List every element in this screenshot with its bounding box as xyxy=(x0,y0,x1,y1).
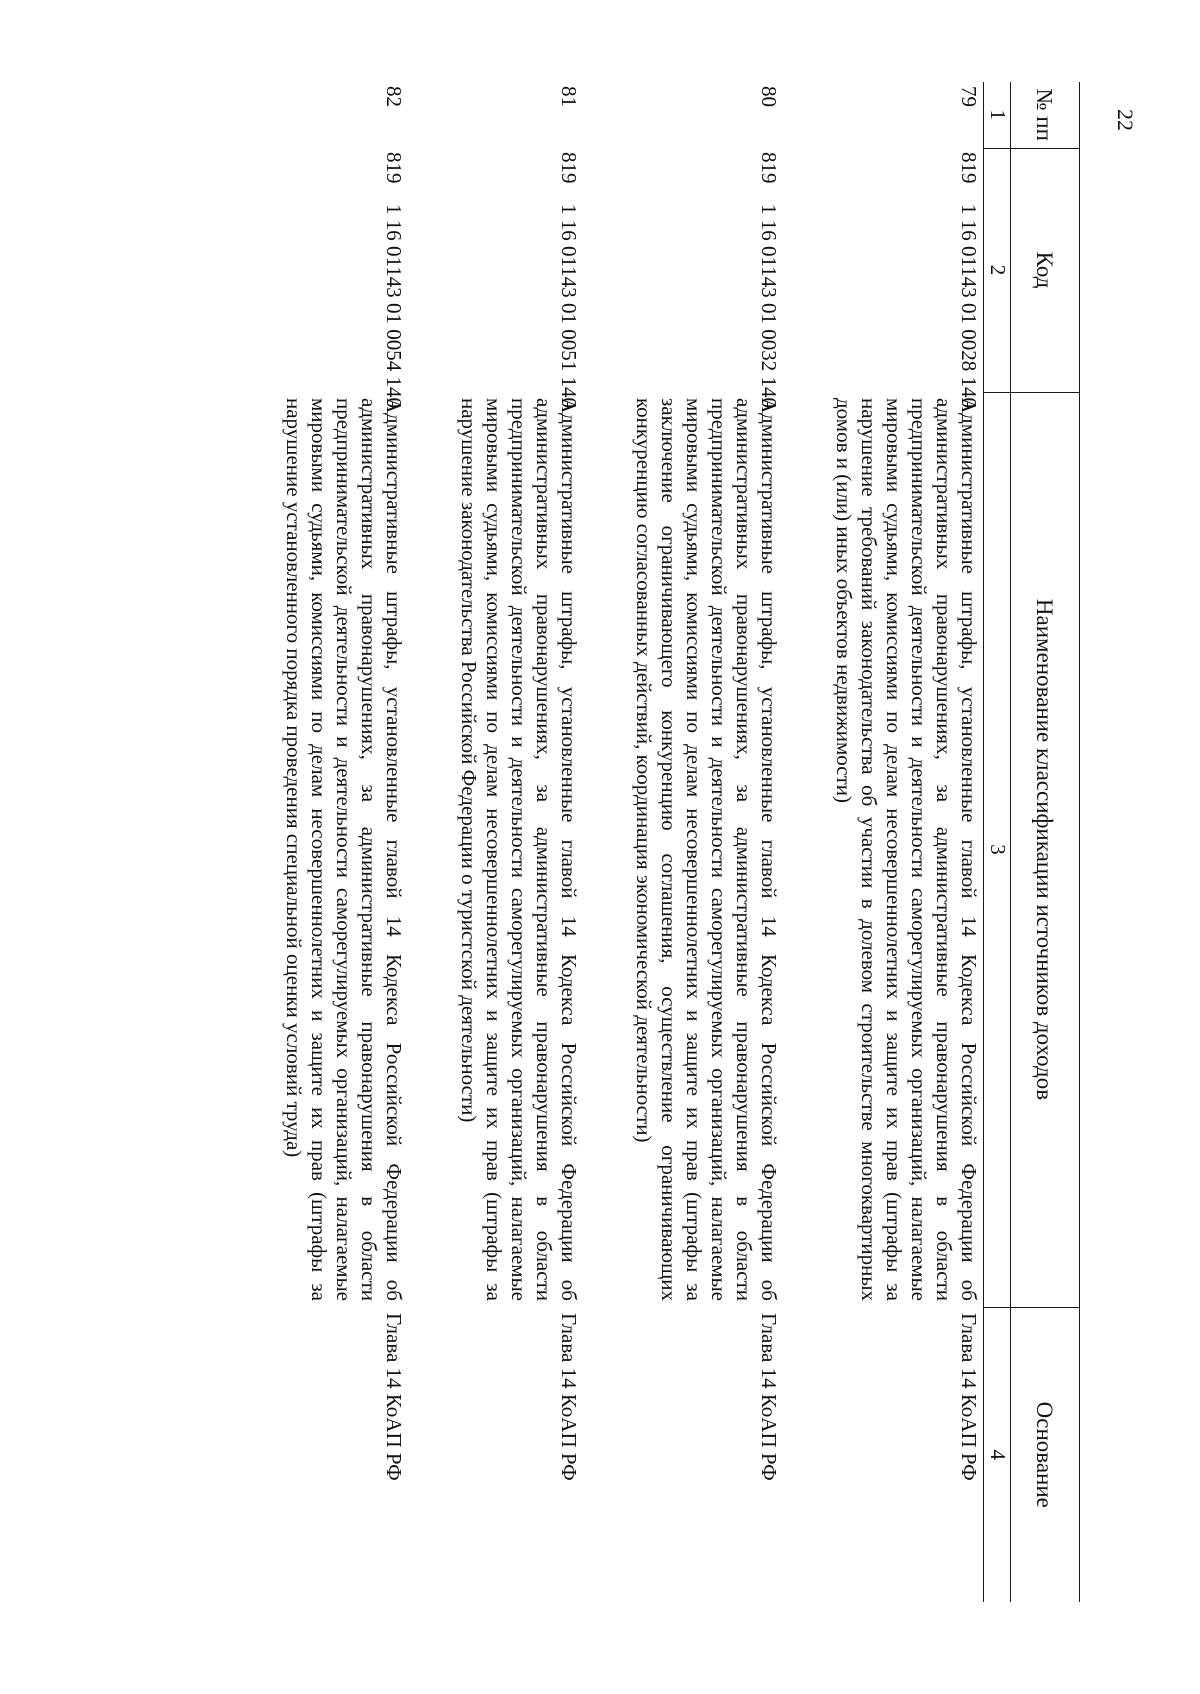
admin-code: 819 xyxy=(957,152,981,184)
header-basis: Основание xyxy=(1032,1401,1058,1508)
basis: Глава 14 КоАП РФ xyxy=(382,1313,406,1481)
column-number-row xyxy=(984,82,1011,1602)
code-cell xyxy=(783,148,984,408)
table-row xyxy=(783,82,984,1602)
table-row xyxy=(583,82,783,1602)
column-number: 1 xyxy=(984,82,1011,148)
rotated-table-wrapper xyxy=(160,82,1080,1602)
budget-code: 1 16 01143 01 0028 140 xyxy=(957,204,981,408)
admin-code: 819 xyxy=(557,152,581,184)
column-number: 3 xyxy=(984,392,1011,1307)
basis: Глава 14 КоАП РФ xyxy=(557,1313,581,1481)
admin-code: 819 xyxy=(382,152,406,184)
code-cell xyxy=(233,148,408,408)
header-row xyxy=(1011,82,1080,1602)
header-code: Код xyxy=(1011,148,1080,392)
budget-code: 1 16 01143 01 0051 140 xyxy=(557,204,581,408)
column-number: 2 xyxy=(984,148,1011,392)
code-cell xyxy=(583,148,783,408)
table-row xyxy=(233,82,408,1602)
basis: Глава 14 КоАП РФ xyxy=(957,1313,981,1481)
row-number: 80 xyxy=(757,86,781,107)
classification-name: Административные штрафы, установленные главой 14 Кодекса Российской Федерации об административных правонарушениях, за административные правонарушения в области предпринимательской деятельности и деятельности саморегулируемых организаций, налагаемые мировыми судьями, комиссиями по делам несовершеннолетних и защите их прав (штрафы за нарушение законодательства Российской Федерации о туристской деятельности) xyxy=(457,398,581,1301)
row-number: 82 xyxy=(382,86,406,107)
table-header xyxy=(984,82,1080,1602)
table-body xyxy=(233,82,984,1602)
page-number: 22 xyxy=(1113,109,1138,131)
header-number: № пп xyxy=(1011,82,1080,148)
code-cell xyxy=(408,148,583,408)
budget-code: 1 16 01143 01 0032 140 xyxy=(757,204,781,408)
income-classification-table xyxy=(233,82,1080,1602)
table-row xyxy=(408,82,583,1602)
header-name: Наименование классификации источников доходов xyxy=(1011,392,1080,1307)
budget-code: 1 16 01143 01 0054 140 xyxy=(382,204,406,408)
basis: Глава 14 КоАП РФ xyxy=(757,1313,781,1481)
admin-code: 819 xyxy=(757,152,781,184)
classification-name: Административные штрафы, установленные главой 14 Кодекса Российской Федерации об административных правонарушениях, за административные правонарушения в области предпринимательской деятельности и деятельности саморегулируемых организаций, налагаемые мировыми судьями, комиссиями по делам несовершеннолетних и защите их прав (штрафы за заключение ограничивающего конкуренцию соглашения, осуществление ограничивающих конкуренцию согласованных действий, координация экономической деятельности) xyxy=(632,398,781,1301)
classification-name: Административные штрафы, установленные главой 14 Кодекса Российской Федерации об административных правонарушениях, за административные правонарушения в области предпринимательской деятельности и деятельности саморегулируемых организаций, налагаемые мировыми судьями, комиссиями по делам несовершеннолетних и защите их прав (штрафы за нарушение установленного порядка проведения специальной оценки условий труда) xyxy=(282,398,406,1301)
classification-name: Административные штрафы, установленные главой 14 Кодекса Российской Федерации об административных правонарушениях, за административные правонарушения в области предпринимательской деятельности и деятельности саморегулируемых организаций, налагаемые мировыми судьями, комиссиями по делам несовершеннолетних и защите их прав (штрафы за нарушение требований законодательства об участии в долевом строительстве многоквартирных домов и (или) иных объектов недвижимости) xyxy=(832,398,981,1301)
row-number: 81 xyxy=(557,86,581,107)
row-number: 79 xyxy=(957,86,981,107)
column-number: 4 xyxy=(984,1307,1011,1602)
